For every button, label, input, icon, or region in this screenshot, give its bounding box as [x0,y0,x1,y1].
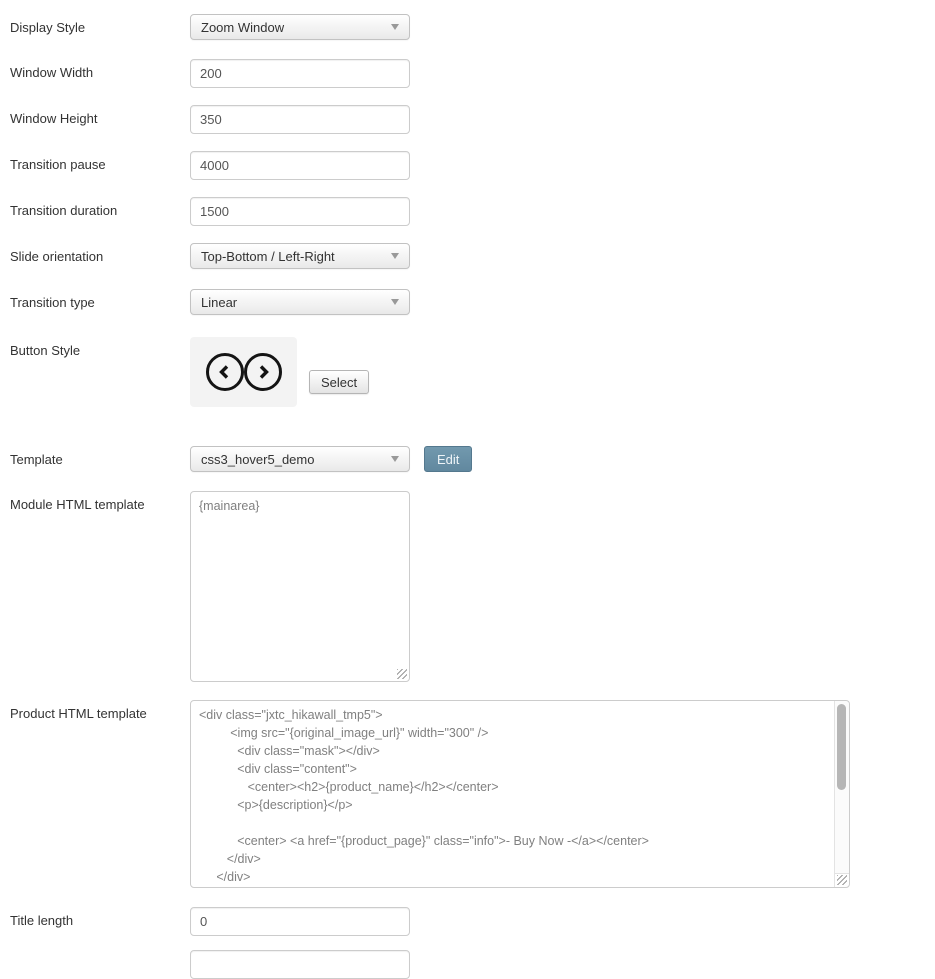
title-length-input[interactable] [190,907,410,936]
row-window-width [10,59,935,88]
circle-arrow-right-icon [244,353,282,391]
row-display-style [10,14,935,40]
transition-type-select[interactable] [190,289,410,315]
button-style-label: Button Style [10,343,81,358]
edit-button[interactable]: Edit [424,446,472,472]
title-length-label: Title length [10,913,74,928]
transition-pause-label: Transition pause [10,157,106,172]
row-module-html-template [10,491,935,682]
template-selected-value: css3_hover5_demo [201,451,315,467]
row-product-html-template [10,700,935,888]
scrollbar-corner [834,873,849,887]
chevron-down-icon [391,456,399,462]
display-style-select[interactable] [190,14,410,40]
row-slide-orientation [10,243,935,269]
chevron-down-icon [391,24,399,30]
transition-type-label: Transition type [10,295,95,310]
row-template [10,446,935,472]
select-button[interactable]: Select [309,370,369,394]
slide-orientation-selected-value: Top-Bottom / Left-Right [201,248,335,264]
circle-arrow-left-icon [206,353,244,391]
button-style-preview [190,337,297,407]
window-width-label: Window Width [10,65,94,80]
row-window-height [10,105,935,134]
template-label: Template [10,452,63,467]
product-html-template-label: Product HTML template [10,706,147,721]
transition-type-selected-value: Linear [201,294,238,310]
display-style-selected-value: Zoom Window [201,19,285,35]
chevron-down-icon [391,253,399,259]
module-html-textarea[interactable] [190,491,410,682]
window-height-input[interactable] [190,105,410,134]
product-html-textarea[interactable] [190,700,850,888]
window-width-input[interactable] [190,59,410,88]
row-transition-pause [10,151,935,180]
transition-duration-label: Transition duration [10,203,118,218]
row-next-field [10,950,935,979]
scrollbar-thumb[interactable] [837,704,846,790]
template-select[interactable] [190,446,410,472]
module-html-template-label: Module HTML template [10,497,145,512]
slide-orientation-label: Slide orientation [10,249,104,264]
transition-pause-input[interactable] [190,151,410,180]
slide-orientation-select[interactable] [190,243,410,269]
chevron-down-icon [391,299,399,305]
display-style-label: Display Style [10,20,86,35]
next-field-input[interactable] [190,950,410,979]
row-transition-duration [10,197,935,226]
row-title-length [10,907,935,936]
resize-grip[interactable] [397,669,407,679]
transition-duration-input[interactable] [190,197,410,226]
row-button-style [10,337,935,407]
row-transition-type [10,289,935,315]
resize-grip[interactable] [837,875,847,885]
scrollbar-track[interactable] [834,701,849,873]
window-height-label: Window Height [10,111,98,126]
